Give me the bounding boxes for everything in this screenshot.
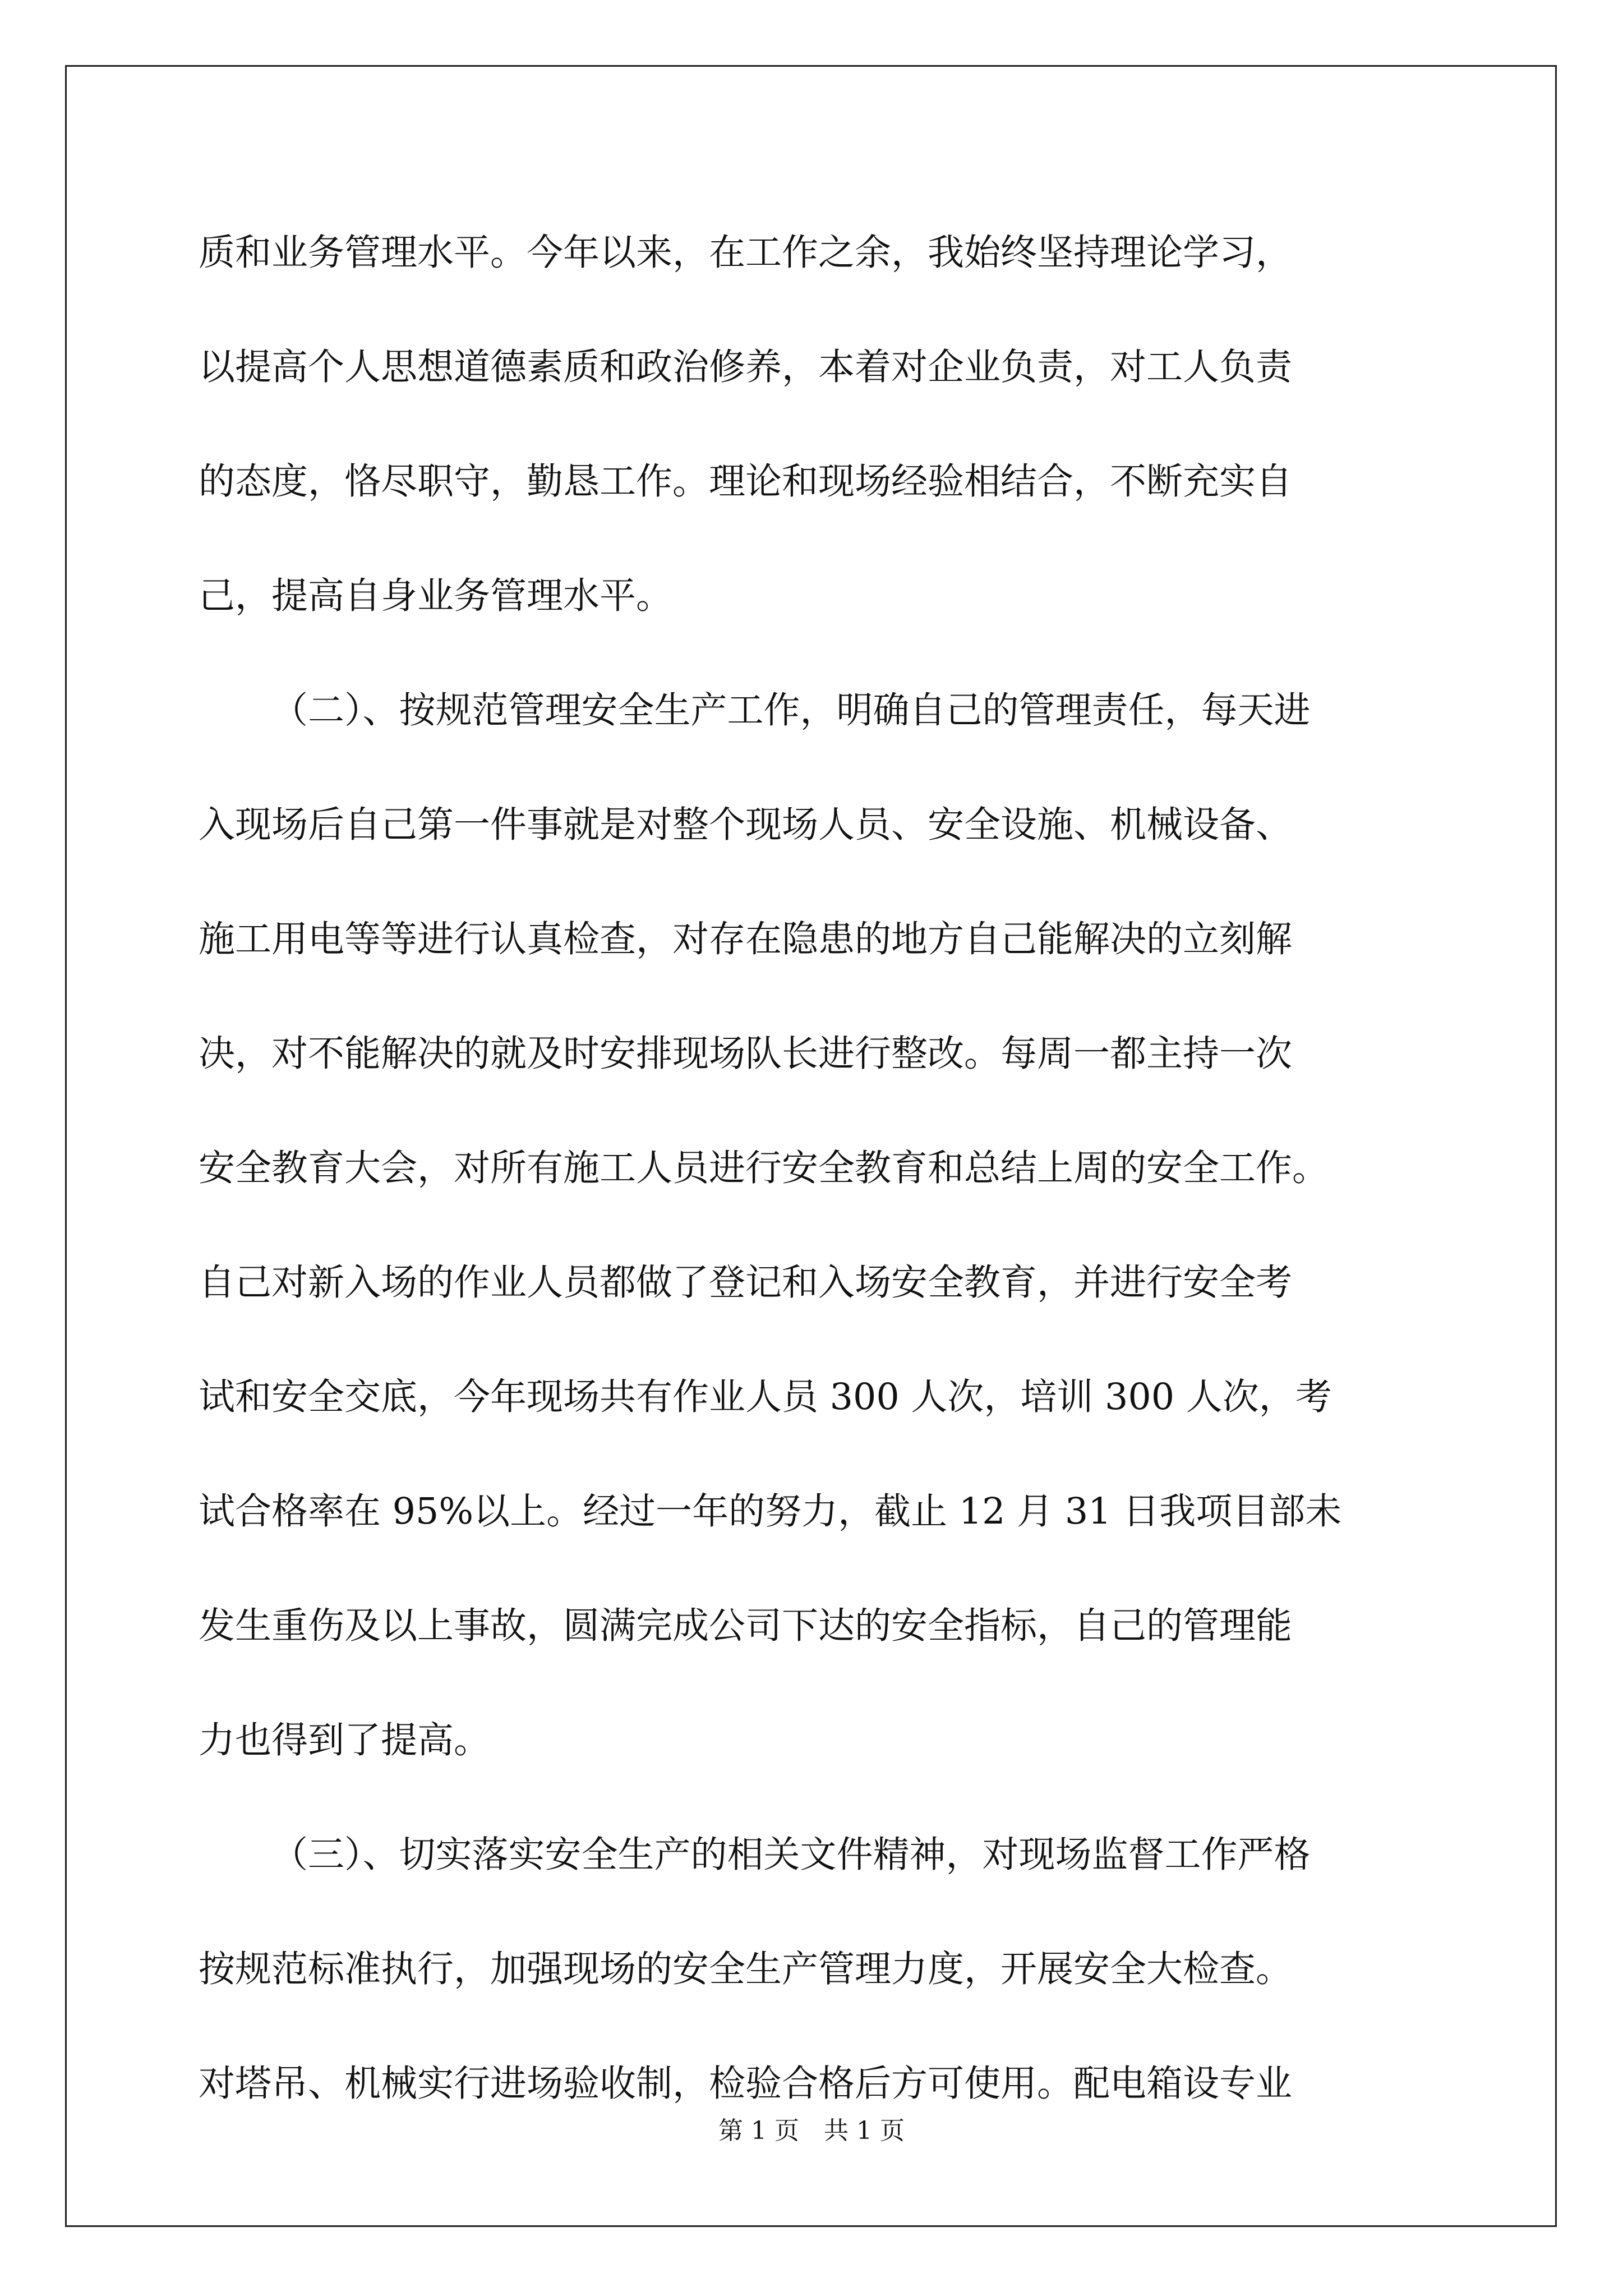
text-line-15: （三）、切实落实安全生产的相关文件精神，对现场监督工作严格 [271,1834,1311,1876]
text-line-5: （二）、按规范管理安全生产工作，明确自己的管理责任，每天进 [271,689,1311,731]
text-line-2: 以提高个人思想道德素质和政治修养，本着对企业负责，对工人负责 [199,346,1293,388]
document-body [199,196,1424,2141]
text-line-4: 己，提高自身业务管理水平。 [199,575,673,617]
text-line-7: 施工用电等等进行认真检查，对存在隐患的地方自己能解决的立刻解 [199,918,1293,960]
text-line-13: 发生重伤及以上事故，圆满完成公司下达的安全指标，自己的管理能 [199,1605,1293,1647]
text-line-17: 对塔吊、机械实行进场验收制，检验合格后方可使用。配电箱设专业 [199,2063,1293,2105]
text-line-12: 试合格率在 95%以上。经过一年的努力，截止 12 月 31 日我项目部未 [199,1490,1342,1533]
text-line-16: 按规范标准执行，加强现场的安全生产管理力度，开展安全大检查。 [199,1948,1293,1990]
text-line-6: 入现场后自己第一件事就是对整个现场人员、安全设施、机械设备、 [199,804,1293,846]
text-line-14: 力也得到了提高。 [199,1719,491,1761]
page-number-footer: 第 1 页 共 1 页 [718,2116,905,2145]
text-line-11: 试和安全交底，今年现场共有作业人员 300 人次，培训 300 人次，考 [199,1376,1332,1418]
text-line-9: 安全教育大会，对所有施工人员进行安全教育和总结上周的安全工作。 [199,1147,1329,1189]
text-line-8: 决，对不能解决的就及时安排现场队长进行整改。每周一都主持一次 [199,1033,1293,1075]
text-line-3: 的态度，恪尽职守，勤恳工作。理论和现场经验相结合，不断充实自 [199,461,1293,503]
text-line-10: 自己对新入场的作业人员都做了登记和入场安全教育，并进行安全考 [199,1262,1293,1304]
text-line-1: 质和业务管理水平。今年以来，在工作之余，我始终坚持理论学习， [199,232,1293,274]
